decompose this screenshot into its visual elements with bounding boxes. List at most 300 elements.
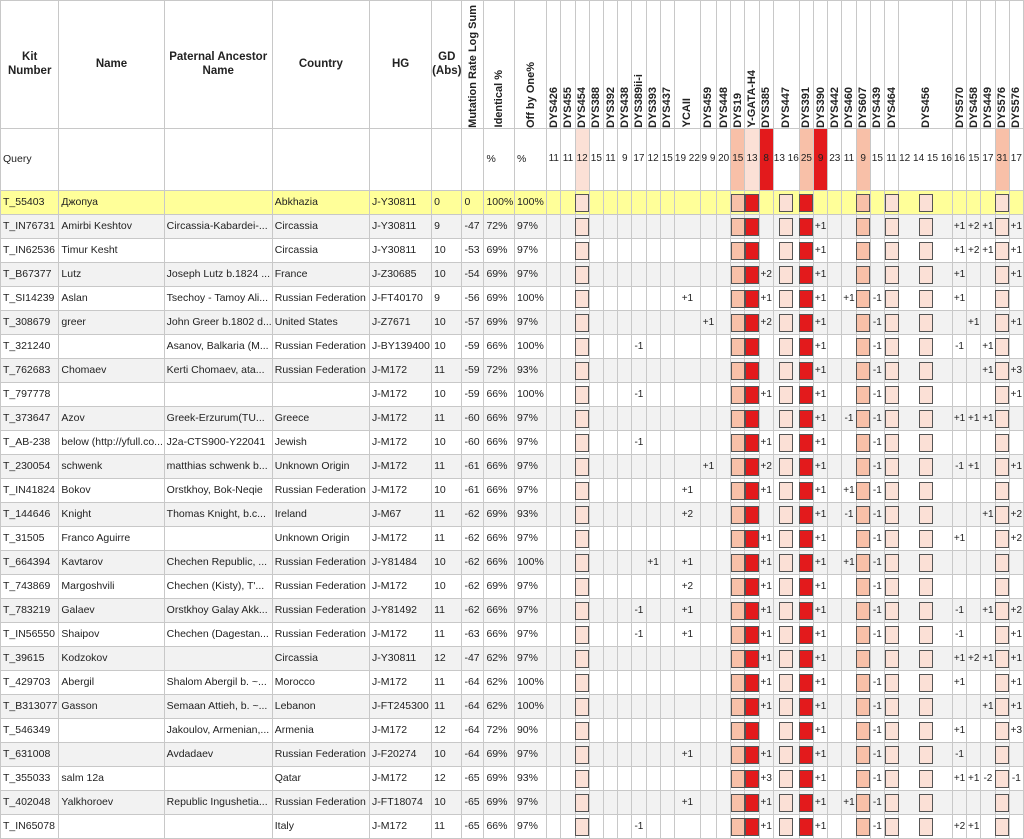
marker-box: [919, 650, 933, 668]
marker-box: [856, 458, 870, 476]
marker-cell: [799, 214, 813, 238]
marker-cell: [731, 694, 745, 718]
marker-box: [779, 362, 793, 380]
table-row[interactable]: [1, 478, 1024, 502]
cell-ancestor: Jakoulov, Armenian,...: [164, 718, 272, 742]
marker-cell: [856, 622, 870, 646]
marker-cell: [799, 598, 813, 622]
marker-cell: [842, 286, 856, 310]
column-header-mut[interactable]: [462, 1, 484, 129]
column-header-kit[interactable]: [1, 1, 59, 129]
marker-diff: +1: [953, 532, 966, 544]
column-header-hg[interactable]: [370, 1, 432, 129]
query-marker-value: 25: [799, 128, 813, 190]
cell-mut: -64: [462, 694, 484, 718]
marker-cell: [700, 622, 716, 646]
marker-cell: [646, 406, 660, 430]
marker-cell: [731, 766, 745, 790]
marker-cell: [618, 214, 632, 238]
marker-cell: [952, 334, 966, 358]
cell-name: Knight: [59, 502, 164, 526]
table-row[interactable]: [1, 526, 1024, 550]
table-row[interactable]: [1, 454, 1024, 478]
marker-cell: [589, 334, 603, 358]
column-header-off[interactable]: [514, 1, 546, 129]
marker-box: [856, 674, 870, 692]
table-row[interactable]: [1, 430, 1024, 454]
marker-cell: [967, 526, 981, 550]
cell-ancestor: Tsechoy - Tamoy Ali...: [164, 286, 272, 310]
cell-gd: 11: [432, 694, 462, 718]
cell-gd: 10: [432, 574, 462, 598]
marker-cell: [700, 214, 716, 238]
marker-box: [799, 602, 813, 620]
marker-cell: [589, 238, 603, 262]
cell-off: 97%: [514, 574, 546, 598]
marker-box: [885, 242, 899, 260]
cell-ancestor: J2a-CTS900-Y22041: [164, 430, 272, 454]
table-row[interactable]: [1, 214, 1024, 238]
marker-header[interactable]: [870, 1, 884, 129]
marker-header[interactable]: [856, 1, 870, 129]
cell-kit: T_B67377: [1, 262, 59, 286]
marker-diff: +1: [953, 292, 966, 304]
marker-cell: [547, 214, 561, 238]
marker-header[interactable]: [952, 1, 966, 129]
marker-cell: [745, 790, 759, 814]
marker-cell: [731, 646, 745, 670]
marker-cell: [632, 814, 646, 838]
column-header-ancestor[interactable]: [164, 1, 272, 129]
marker-cell: [745, 334, 759, 358]
marker-cell: [842, 382, 856, 406]
table-row[interactable]: [1, 598, 1024, 622]
marker-cell: [952, 262, 966, 286]
marker-box: [731, 794, 745, 812]
marker-header[interactable]: [981, 1, 995, 129]
marker-cell: [759, 574, 773, 598]
query-marker-value: 16: [952, 128, 966, 190]
marker-box: [995, 218, 1009, 236]
table-row[interactable]: [1, 670, 1024, 694]
marker-header[interactable]: [575, 1, 589, 129]
marker-cell: [870, 382, 884, 406]
marker-label: DYS459: [702, 86, 715, 128]
marker-cell: [745, 238, 759, 262]
marker-header[interactable]: [773, 1, 799, 129]
marker-cell: [899, 622, 953, 646]
marker-cell: [575, 814, 589, 838]
marker-cell: [952, 526, 966, 550]
table-row[interactable]: [1, 574, 1024, 598]
marker-cell: [842, 526, 856, 550]
marker-cell: [618, 694, 632, 718]
marker-box: [779, 794, 793, 812]
marker-cell: [632, 742, 646, 766]
marker-diff: -1: [955, 628, 964, 640]
marker-cell: [603, 478, 617, 502]
marker-cell: [1009, 718, 1023, 742]
marker-box: [885, 506, 899, 524]
marker-cell: [870, 406, 884, 430]
marker-cell: [1009, 430, 1023, 454]
marker-box: [731, 290, 745, 308]
table-row[interactable]: [1, 550, 1024, 574]
marker-diff: +1: [814, 700, 827, 712]
marker-box: [856, 554, 870, 572]
table-row[interactable]: [1, 742, 1024, 766]
marker-cell: [603, 670, 617, 694]
marker-cell: [561, 286, 575, 310]
cell-ancestor: Asanov, Balkaria (M...: [164, 334, 272, 358]
marker-cell: [731, 454, 745, 478]
marker-box: [919, 722, 933, 740]
cell-ident: 62%: [484, 670, 514, 694]
marker-cell: [745, 742, 759, 766]
marker-header[interactable]: [700, 1, 716, 129]
marker-diff: +2: [953, 820, 966, 832]
cell-ancestor: [164, 646, 272, 670]
marker-box: [885, 674, 899, 692]
marker-cell: [646, 718, 660, 742]
marker-box: [885, 650, 899, 668]
marker-cell: [674, 550, 700, 574]
marker-cell: [561, 190, 575, 214]
cell-name: Shaipov: [59, 622, 164, 646]
marker-cell: [731, 262, 745, 286]
marker-cell: [717, 334, 731, 358]
cell-name: Bokov: [59, 478, 164, 502]
table-row[interactable]: [1, 622, 1024, 646]
cell-ident: 66%: [484, 382, 514, 406]
marker-cell: [828, 814, 842, 838]
marker-diff: +1: [681, 604, 694, 616]
cell-gd: 10: [432, 382, 462, 406]
column-header-name[interactable]: [59, 1, 164, 129]
table-row[interactable]: [1, 502, 1024, 526]
marker-cell: [1009, 526, 1023, 550]
cell-name: [59, 334, 164, 358]
marker-cell: [1009, 214, 1023, 238]
marker-cell: [828, 190, 842, 214]
marker-diff: +1: [814, 412, 827, 424]
cell-name: Timur Kesht: [59, 238, 164, 262]
marker-diff: +1: [814, 556, 827, 568]
marker-cell: [717, 454, 731, 478]
marker-cell: [674, 502, 700, 526]
column-header-gd[interactable]: [432, 1, 462, 129]
marker-cell: [589, 262, 603, 286]
marker-box: [856, 482, 870, 500]
cell-country: Circassia: [272, 238, 369, 262]
marker-box: [575, 266, 589, 284]
marker-cell: [842, 742, 856, 766]
table-row[interactable]: [1, 766, 1024, 790]
marker-diff: +3: [760, 772, 772, 784]
column-header-country[interactable]: [272, 1, 369, 129]
table-row[interactable]: [1, 238, 1024, 262]
marker-cell: [995, 742, 1009, 766]
marker-diff: +1: [814, 796, 827, 808]
marker-cell: [646, 334, 660, 358]
marker-cell: [952, 814, 966, 838]
marker-cell: [632, 550, 646, 574]
marker-header[interactable]: [646, 1, 660, 129]
cell-kit: T_IN76731: [1, 214, 59, 238]
marker-box: [799, 674, 813, 692]
marker-cell: [589, 574, 603, 598]
marker-diff: +1: [760, 292, 772, 304]
marker-cell: [618, 502, 632, 526]
marker-diff: +1: [1010, 244, 1023, 256]
cell-gd: 11: [432, 502, 462, 526]
cell-ident: 100%: [484, 190, 514, 214]
marker-cell: [561, 694, 575, 718]
cell-country: Unknown Origin: [272, 526, 369, 550]
marker-cell: [717, 406, 731, 430]
marker-cell: [660, 598, 674, 622]
marker-cell: [981, 598, 995, 622]
table-row[interactable]: [1, 334, 1024, 358]
table-row[interactable]: [1, 406, 1024, 430]
table-row[interactable]: [1, 262, 1024, 286]
marker-cell: [799, 286, 813, 310]
cell-hg: J-FT18074: [370, 790, 432, 814]
cell-gd: 12: [432, 718, 462, 742]
marker-cell: [814, 814, 828, 838]
marker-cell: [618, 598, 632, 622]
marker-box: [919, 314, 933, 332]
marker-diff: -1: [872, 772, 882, 784]
marker-header[interactable]: [561, 1, 575, 129]
marker-header[interactable]: [731, 1, 745, 129]
marker-cell: [814, 478, 828, 502]
marker-cell: [731, 190, 745, 214]
table-row[interactable]: [1, 310, 1024, 334]
marker-header[interactable]: [603, 1, 617, 129]
marker-cell: [717, 694, 731, 718]
marker-header[interactable]: [828, 1, 842, 129]
marker-cell: [561, 622, 575, 646]
marker-cell: [759, 190, 773, 214]
marker-cell: [952, 766, 966, 790]
marker-header[interactable]: [1009, 1, 1023, 129]
cell-name: salm 12a: [59, 766, 164, 790]
table-row[interactable]: [1, 814, 1024, 838]
marker-diff: -1: [872, 796, 882, 808]
marker-cell: [828, 214, 842, 238]
marker-cell: [899, 382, 953, 406]
marker-header[interactable]: [884, 1, 898, 129]
marker-cell: [899, 430, 953, 454]
marker-box: [731, 386, 745, 404]
marker-box: [745, 818, 759, 836]
marker-cell: [660, 550, 674, 574]
marker-box: [885, 794, 899, 812]
marker-header[interactable]: [759, 1, 773, 129]
marker-cell: [632, 574, 646, 598]
marker-cell: [646, 670, 660, 694]
marker-diff: +1: [814, 436, 827, 448]
cell-ident: 69%: [484, 262, 514, 286]
marker-diff: +1: [647, 556, 659, 568]
marker-box: [731, 314, 745, 332]
marker-cell: [899, 550, 953, 574]
marker-box: [885, 482, 899, 500]
cell-country: Russian Federation: [272, 790, 369, 814]
marker-box: [779, 194, 793, 212]
marker-box: [745, 194, 759, 212]
marker-diff: +1: [968, 316, 980, 328]
marker-cell: [899, 310, 953, 334]
marker-cell: [870, 190, 884, 214]
cell-kit: T_373647: [1, 406, 59, 430]
marker-cell: [759, 814, 773, 838]
cell-ancestor: Shalom Abergil b. ~...: [164, 670, 272, 694]
cell-gd: 10: [432, 790, 462, 814]
marker-cell: [814, 646, 828, 670]
marker-diff: +1: [814, 508, 827, 520]
marker-cell: [603, 334, 617, 358]
marker-header[interactable]: [547, 1, 561, 129]
marker-cell: [618, 574, 632, 598]
marker-diff: -1: [872, 580, 882, 592]
marker-cell: [646, 382, 660, 406]
marker-cell: [731, 718, 745, 742]
cell-off: 97%: [514, 454, 546, 478]
marker-cell: [814, 718, 828, 742]
marker-box: [745, 266, 759, 284]
marker-cell: [899, 814, 953, 838]
marker-cell: [660, 286, 674, 310]
query-marker-value: 8: [759, 128, 773, 190]
marker-cell: [884, 622, 898, 646]
marker-header[interactable]: [814, 1, 828, 129]
marker-cell: [660, 382, 674, 406]
table-row[interactable]: [1, 718, 1024, 742]
marker-box: [799, 386, 813, 404]
marker-cell: [981, 742, 995, 766]
marker-cell: [717, 430, 731, 454]
marker-cell: [799, 478, 813, 502]
marker-cell: [856, 382, 870, 406]
cell-country: Russian Federation: [272, 550, 369, 574]
marker-cell: [700, 598, 716, 622]
marker-cell: [799, 382, 813, 406]
cell-off: 97%: [514, 262, 546, 286]
marker-cell: [745, 190, 759, 214]
table-row[interactable]: [1, 382, 1024, 406]
marker-cell: [884, 766, 898, 790]
marker-cell: [717, 502, 731, 526]
marker-cell: [967, 718, 981, 742]
marker-cell: [981, 670, 995, 694]
table-row[interactable]: [1, 358, 1024, 382]
marker-header[interactable]: [745, 1, 759, 129]
marker-cell: [967, 694, 981, 718]
marker-header[interactable]: [674, 1, 700, 129]
marker-box: [575, 194, 589, 212]
marker-header[interactable]: [618, 1, 632, 129]
marker-diff: -1: [955, 340, 964, 352]
marker-cell: [632, 214, 646, 238]
marker-box: [919, 698, 933, 716]
table-row[interactable]: [1, 790, 1024, 814]
marker-cell: [700, 742, 716, 766]
marker-cell: [589, 694, 603, 718]
marker-diff: +1: [1010, 316, 1023, 328]
marker-diff: -1: [634, 604, 644, 616]
marker-cell: [660, 694, 674, 718]
marker-header[interactable]: [717, 1, 731, 129]
marker-cell: [799, 790, 813, 814]
cell-off: 97%: [514, 478, 546, 502]
marker-header[interactable]: [967, 1, 981, 129]
marker-header[interactable]: [995, 1, 1009, 129]
cell-country: Russian Federation: [272, 598, 369, 622]
cell-ancestor: [164, 766, 272, 790]
marker-cell: [856, 814, 870, 838]
marker-cell: [870, 718, 884, 742]
marker-cell: [1009, 454, 1023, 478]
marker-cell: [603, 502, 617, 526]
marker-cell: [618, 526, 632, 550]
marker-header[interactable]: [589, 1, 603, 129]
table-row[interactable]: [1, 190, 1024, 214]
marker-cell: [952, 742, 966, 766]
marker-cell: [842, 718, 856, 742]
marker-header[interactable]: [899, 1, 953, 129]
marker-cell: [814, 286, 828, 310]
marker-diff: +1: [760, 652, 772, 664]
marker-diff: +1: [681, 748, 694, 760]
marker-cell: [981, 358, 995, 382]
cell-mut: -63: [462, 622, 484, 646]
marker-cell: [700, 790, 716, 814]
marker-cell: [995, 382, 1009, 406]
marker-box: [731, 722, 745, 740]
marker-cell: [660, 646, 674, 670]
marker-diff: -1: [872, 700, 882, 712]
marker-box: [856, 290, 870, 308]
query-marker-value: 17: [1009, 128, 1023, 190]
marker-cell: [759, 238, 773, 262]
query-marker-value: 13: [745, 128, 759, 190]
marker-cell: [646, 598, 660, 622]
marker-cell: [828, 286, 842, 310]
marker-cell: [981, 190, 995, 214]
marker-cell: [731, 310, 745, 334]
column-header-ident[interactable]: [484, 1, 514, 129]
marker-header[interactable]: [842, 1, 856, 129]
column-header-label: Off by One%: [524, 61, 537, 128]
marker-cell: [967, 310, 981, 334]
marker-cell: [745, 358, 759, 382]
table-row[interactable]: [1, 694, 1024, 718]
query-marker-value: 11: [603, 128, 617, 190]
marker-header[interactable]: [632, 1, 646, 129]
marker-header[interactable]: [799, 1, 813, 129]
marker-box: [731, 434, 745, 452]
marker-cell: [632, 238, 646, 262]
table-row[interactable]: [1, 646, 1024, 670]
marker-header[interactable]: [660, 1, 674, 129]
cell-mut: 0: [462, 190, 484, 214]
cell-name: Джопуа: [59, 190, 164, 214]
marker-cell: [759, 502, 773, 526]
marker-cell: [899, 286, 953, 310]
table-row[interactable]: [1, 286, 1024, 310]
